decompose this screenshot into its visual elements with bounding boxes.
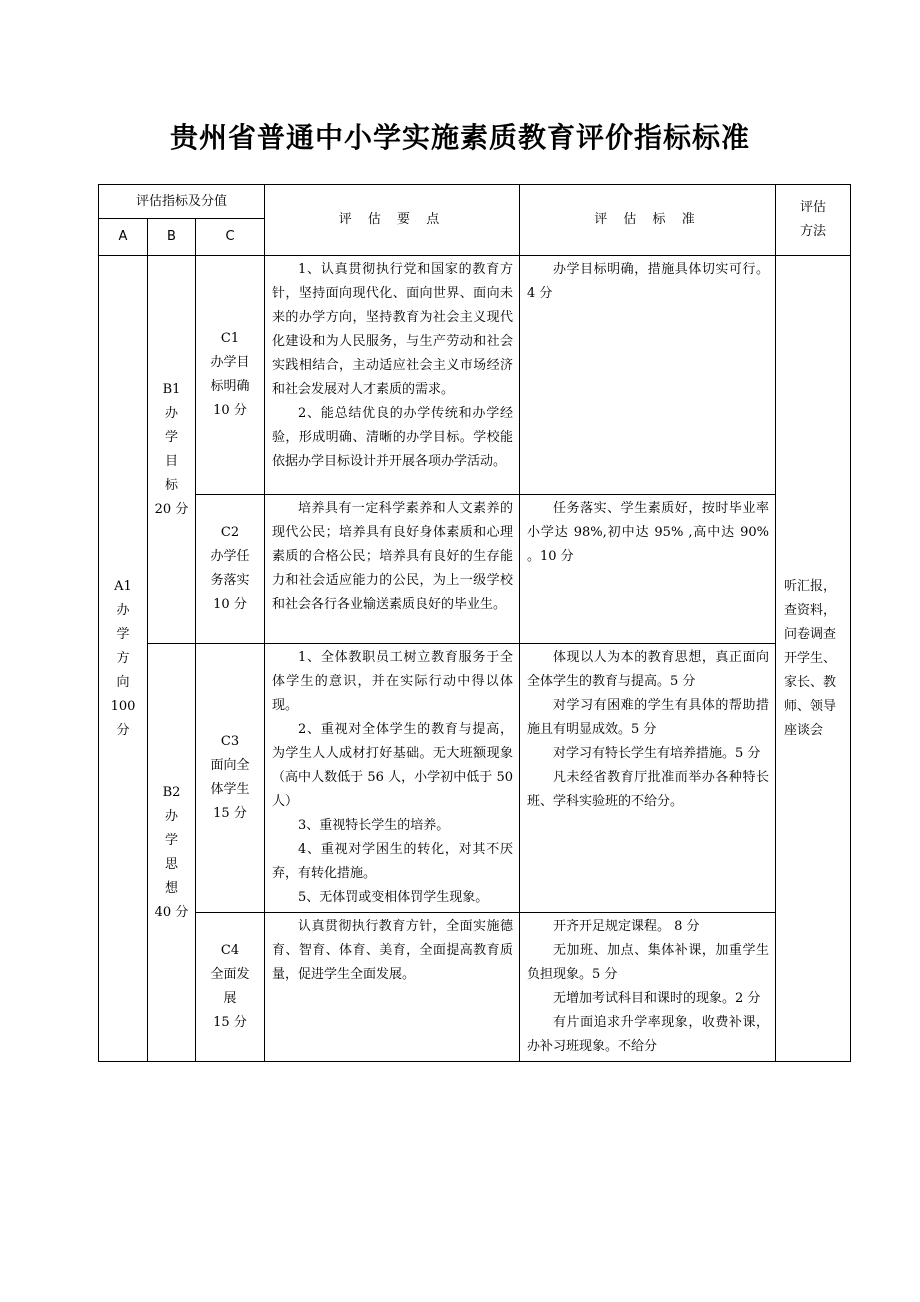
b1-score: 20 分 [154, 501, 189, 517]
c2-points [265, 495, 520, 644]
c3-points [265, 644, 520, 913]
c3-point: 4、重视对学困生的转化，对其不厌弃，有转化措施。 [272, 842, 513, 881]
c4-line: 展 [223, 991, 237, 1006]
b2-char: 学 [164, 832, 178, 848]
b1-char: 办 [164, 405, 178, 421]
c3-standard: 对学习有特长学生有培养措施。5 分 [553, 746, 761, 761]
c4-line: 全面发 [210, 967, 250, 982]
c3-line: 15 分 [213, 806, 247, 821]
c3-point: 3、重视特长学生的培养。 [298, 818, 450, 833]
row-c1 [99, 256, 851, 495]
a1-code: A1 [114, 578, 132, 594]
row-c3 [99, 644, 851, 913]
c3-standards [520, 644, 776, 913]
c1-cell [196, 256, 265, 495]
row-c4 [99, 913, 851, 1062]
c3-line: 面向全 [210, 758, 250, 773]
b1-char: 标 [164, 477, 178, 493]
b1-code: B1 [162, 381, 181, 397]
b2-char: 思 [164, 856, 178, 872]
c4-cell [196, 913, 265, 1062]
c2-point: 培养具有一定科学素养和人文素养的现代公民；培养具有良好身体素质和心理素质的合格公民；培养具有良好的生存能力和社会适应能力的公民，为上一级学校和社会各行各业输送素质良好的毕业生。 [272, 501, 513, 612]
a1-unit: 分 [116, 722, 130, 738]
b1-cell [148, 256, 196, 644]
c4-line: C4 [220, 943, 240, 958]
c4-standards [520, 913, 776, 1062]
c3-point: 2、重视对全体学生的教育与提高，为学生人人成材打好基础。无大班额现象（高中人数低于 56 人，小学初中低于 50 人） [272, 722, 513, 809]
c2-standards [520, 495, 776, 644]
c2-line: C2 [220, 525, 240, 540]
c4-line: 15 分 [213, 1015, 247, 1030]
a1-char: 办 [116, 602, 130, 618]
header-standard: 评 估 标 准 [520, 185, 776, 256]
c2-cell [196, 495, 265, 644]
header-col-c: C [196, 219, 265, 256]
header-col-b: B [148, 219, 196, 256]
b2-cell [148, 644, 196, 1062]
c4-standard: 有片面追求升学率现象，收费补课，办补习班现象。不给分 [527, 1015, 769, 1054]
a1-score: 100 [110, 698, 136, 714]
c1-line: C1 [220, 331, 240, 346]
a1-char: 向 [116, 674, 130, 690]
c4-point: 认真贯彻执行教育方针，全面实施德育、智育、体育、美育，全面提高教育质量，促进学生全面发展。 [272, 919, 513, 982]
page-title: 贵州省普通中小学实施素质教育评价指标标准 [169, 121, 750, 154]
b2-score: 40 分 [154, 904, 189, 920]
row-c2 [99, 495, 851, 644]
a1-char: 方 [116, 650, 130, 666]
c1-line: 标明确 [210, 379, 250, 394]
c3-line: 体学生 [210, 782, 250, 797]
c3-line: C3 [220, 734, 240, 749]
c3-standard: 体现以人为本的教育思想，真正面向全体学生的教育与提高。5 分 [527, 650, 769, 689]
c4-standard: 无增加考试科目和课时的现象。2 分 [553, 991, 761, 1006]
header-method-line2: 方法 [799, 224, 826, 239]
c1-line: 办学目 [210, 355, 250, 370]
c3-point: 1、全体教职员工树立教育服务于全体学生的意识，并在实际行动中得以体现。 [272, 650, 513, 713]
header-col-a: A [99, 219, 148, 256]
c4-standard: 无加班、加点、集体补课，加重学生负担现象。5 分 [527, 943, 769, 982]
c4-points [265, 913, 520, 1062]
c2-line: 10 分 [213, 597, 247, 612]
c1-standard: 办学目标明确，措施具体切实可行。4 分 [527, 262, 769, 301]
c2-standard: 任务落实、学生素质好，按时毕业率小学达 98%,初中达 95% ,高中达 90% 。10 分 [527, 501, 769, 564]
b2-code: B2 [162, 784, 181, 800]
method-cell: 听汇报，查资料，问卷调查开学生、家长、教师、领导座谈会 [776, 256, 851, 1062]
b1-char: 学 [164, 429, 178, 445]
c4-standard: 开齐开足规定课程。 8 分 [553, 919, 700, 934]
c1-points [265, 256, 520, 495]
c2-line: 办学任 [210, 549, 250, 564]
c1-standards [520, 256, 776, 495]
header-method [776, 185, 851, 256]
c1-point: 1、认真贯彻执行党和国家的教育方针，坚持面向现代化、面向世界、面向未来的办学方向，坚持教育为社会主义现代化建设和为人民服务，与生产劳动和社会实践相结合，主动适应社会主义市场经济和社会发展对人才素质的需求。 [272, 262, 513, 397]
evaluation-table [98, 184, 851, 1062]
c1-line: 10 分 [213, 403, 247, 418]
a1-char: 学 [116, 626, 130, 642]
c3-standard: 对学习有困难的学生有具体的帮助措施且有明显成效。5 分 [527, 698, 769, 737]
b1-char: 目 [164, 453, 178, 469]
c1-point: 2、能总结优良的办学传统和办学经验，形成明确、清晰的办学目标。学校能依据办学目标设计并开展各项办学活动。 [272, 406, 513, 469]
c3-cell [196, 644, 265, 913]
header-row-1 [99, 185, 851, 219]
b2-char: 想 [164, 880, 178, 896]
c3-standard: 凡未经省教育厅批准而举办各种特长班、学科实验班的不给分。 [527, 770, 769, 809]
c2-line: 务落实 [210, 573, 250, 588]
header-indicators: 评估指标及分值 [99, 185, 265, 219]
header-method-line1: 评估 [799, 200, 826, 215]
c3-point: 5、无体罚或变相体罚学生现象。 [298, 890, 489, 905]
b2-char: 办 [164, 808, 178, 824]
header-key-points: 评 估 要 点 [265, 185, 520, 256]
a1-cell [99, 256, 148, 1062]
